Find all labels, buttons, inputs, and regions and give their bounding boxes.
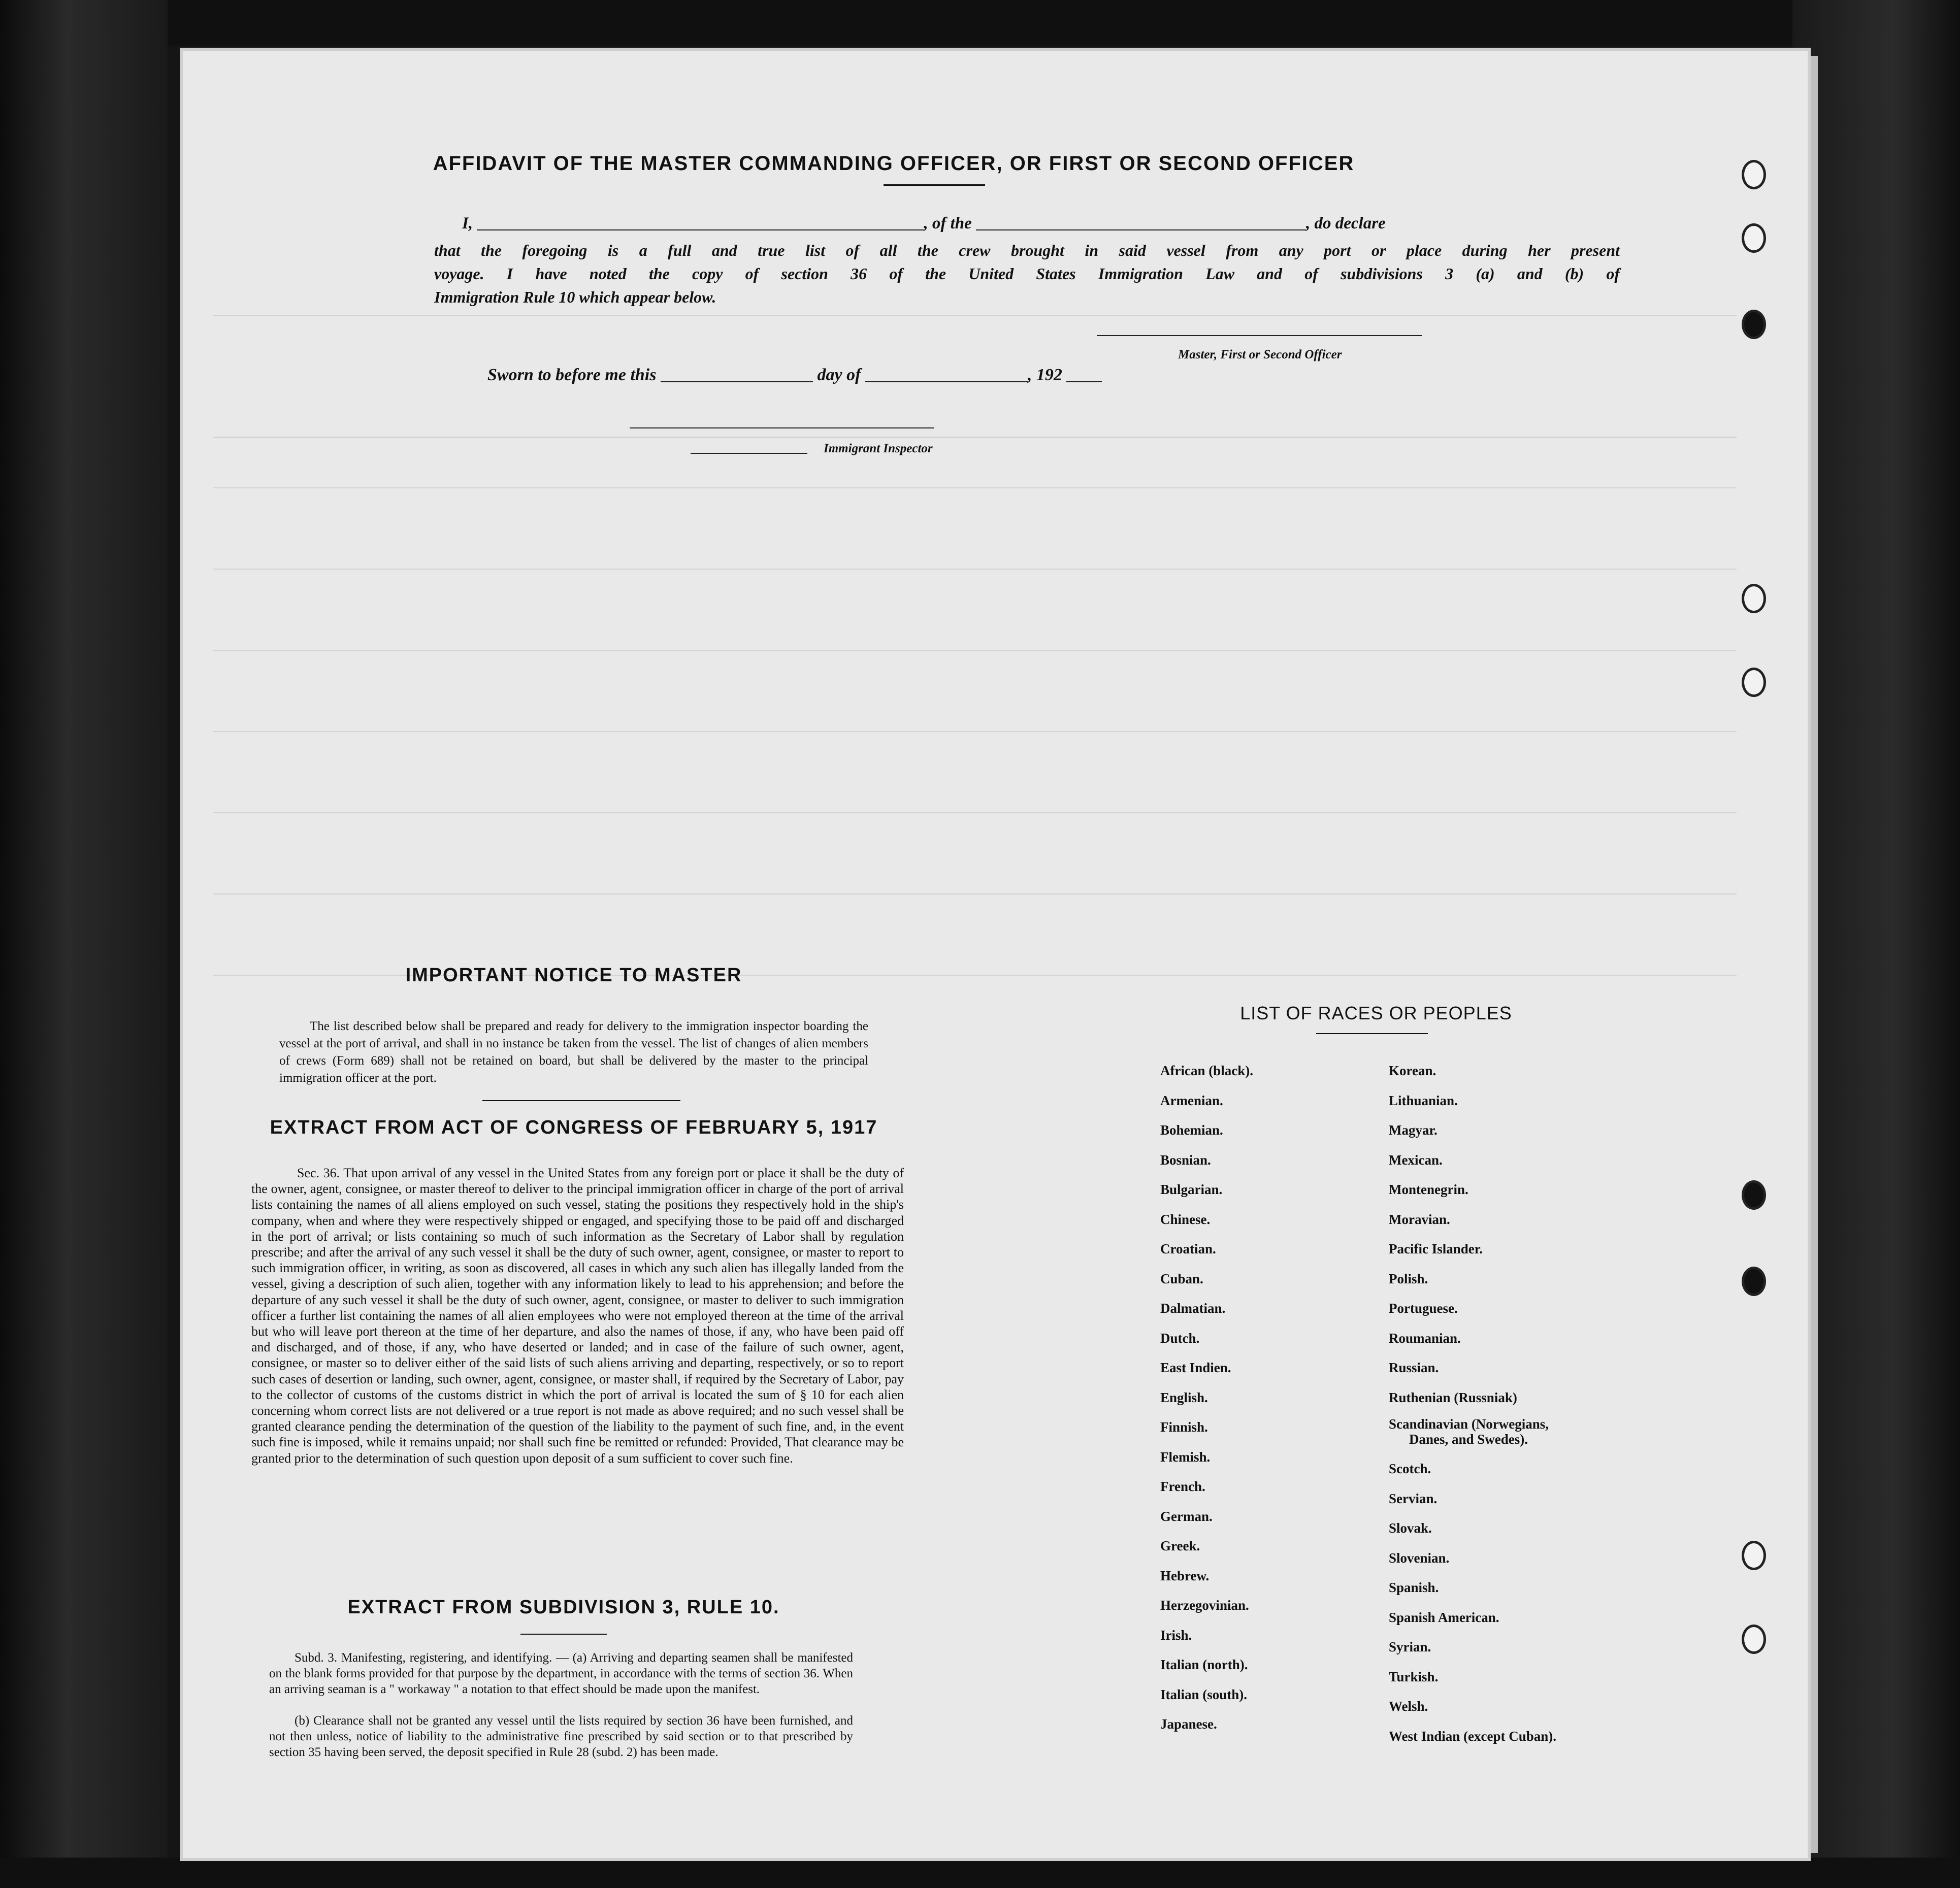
act-extract-title: EXTRACT FROM ACT OF CONGRESS OF FEBRUARY 5, 1917 — [270, 1117, 878, 1138]
bleed-through-rule — [213, 315, 1737, 316]
race-item: East Indien. — [1160, 1360, 1231, 1375]
race-item: Dalmatian. — [1160, 1301, 1226, 1316]
sworn-prefix: Sworn to before me this — [487, 366, 657, 384]
race-item: Greek. — [1160, 1538, 1200, 1553]
punch-hole — [1742, 668, 1766, 697]
bleed-through-rule — [213, 893, 1737, 895]
punch-hole — [1742, 1180, 1766, 1210]
inspector-lead-line — [691, 453, 807, 454]
sworn-line — [487, 366, 1351, 385]
rule-extract-text-a: Subd. 3. Manifesting, registering, and identifying. — (a) Arriving and departing seamen shall be manifested on the blank forms provided for that purpose by the department, in accordance with the terms of section 36. When an arriving seaman is a " workaway " a notation to that effect should be made upon the manifest. — [269, 1651, 853, 1696]
notice-title: IMPORTANT NOTICE TO MASTER — [405, 965, 742, 986]
punch-hole — [1742, 584, 1766, 613]
race-item: Korean. — [1389, 1063, 1436, 1078]
race-item: Roumanian. — [1389, 1330, 1461, 1346]
race-item: Magyar. — [1389, 1122, 1438, 1138]
declaration-line-2: voyage. I have noted the copy of section 36 of the United States Immigration Law and of subdivisions 3 (a) and (b) of — [434, 264, 1620, 283]
race-item: Welsh. — [1389, 1699, 1428, 1714]
declaration-line-3: Immigration Rule 10 which appear below. — [434, 288, 716, 306]
race-item: Scandinavian (Norwegians, — [1389, 1416, 1549, 1432]
race-item: Italian (north). — [1160, 1657, 1248, 1672]
race-item: Japanese. — [1160, 1716, 1217, 1732]
races-right-column — [1389, 1056, 1556, 1751]
sworn-month-field[interactable] — [865, 381, 1028, 382]
rule-extract-title: EXTRACT FROM SUBDIVISION 3, RULE 10. — [347, 1597, 780, 1618]
declaration-line-1: that the foregoing is a full and true list of all the crew brought in said vessel from any port or place during her present — [434, 241, 1620, 259]
race-item-multiline — [1389, 1412, 1556, 1454]
declare-i: I, — [462, 214, 473, 233]
rule-extract-underline — [520, 1634, 607, 1635]
race-item: Spanish. — [1389, 1580, 1439, 1595]
race-item: Italian (south). — [1160, 1686, 1248, 1702]
race-item: Syrian. — [1389, 1639, 1431, 1654]
races-title: LIST OF RACES OR PEOPLES — [1240, 1003, 1512, 1023]
sworn-day-field[interactable] — [661, 381, 813, 382]
race-item: Pacific Islander. — [1389, 1241, 1483, 1256]
sworn-day-of: day of — [817, 366, 861, 384]
race-item: Chinese. — [1160, 1211, 1211, 1227]
paper-edge — [1808, 56, 1818, 1853]
document-page — [183, 51, 1808, 1858]
races-title-underline — [1316, 1033, 1428, 1034]
race-item: Russian. — [1389, 1360, 1439, 1375]
bleed-through-rule — [213, 650, 1737, 651]
signature-line[interactable] — [1097, 335, 1422, 336]
race-item: Lithuanian. — [1389, 1092, 1458, 1108]
race-item: Slovenian. — [1389, 1550, 1450, 1566]
race-item: Irish. — [1160, 1627, 1192, 1643]
race-item: Mexican. — [1389, 1152, 1443, 1168]
race-item: English. — [1160, 1389, 1208, 1405]
race-item: Ruthenian (Russniak) — [1389, 1389, 1517, 1405]
act-extract-text: Sec. 36. That upon arrival of any vessel in the United States from any foreign port or place it shall be the duty of the owner, agent, consignee, or master thereof to deliver to the principal immigration officer in charge of the port of arrival lists containing the names of all aliens employed on such vessel, stating the positions they respectively hold in the ship's company, when and where they were respectively shipped or engaged, and specifying those to be paid off and discharged in the port of arrival; or lists containing so much of such information as the Secretary of Labor shall by regulation prescribe; and after the arrival of any such vessel it shall be the duty of such owner, agent, consignee, or master to report to such immigration officer, in writing, as soon as discovered, all cases in which any such alien has illegally landed from the vessel, giving a description of such alien, together with any information likely to lead to his apprehension; and before the departure of any such vessel it shall be the duty of such owner, agent, consignee, or master to deliver to such immigration officer a further list containing the names of all alien employees who were not employed thereon at the time of the arrival but who will leave port thereon at the time of her departure, and also the names of those, if any, who have been paid off and discharged, and of those, if any, who have deserted or landed; and in case of the failure of such owner, agent, consignee, or master so to deliver either of the said lists of such aliens arriving and departing, respectively, or so to report such cases of desertion or landing, such owner, agent, consignee, or master shall, if required by the Secretary of Labor, pay to the collector of customs of the customs district in which the port of arrival is located the sum of § 10 for each alien concerning whom correct lists are not delivered or a true report is not made as above required; and no such vessel shall be granted clearance pending the determination of the question of the liability to the payment of such fine, and, in the event such fine is imposed, while it remains unpaid; nor shall such fine be remitted or refunded: Provided, That clearance may be granted prior to the determination of such question upon deposit of a sum sufficient to cover such fine. — [251, 1166, 904, 1466]
punch-hole — [1742, 310, 1766, 339]
film-frame-top — [0, 0, 1960, 46]
bleed-through-rule — [213, 487, 1737, 488]
race-item-continuation: Danes, and Swedes). — [1409, 1432, 1528, 1447]
race-item: Portuguese. — [1389, 1301, 1458, 1316]
film-frame-bottom — [0, 1858, 1960, 1888]
punch-hole — [1742, 1267, 1766, 1296]
race-item: Moravian. — [1389, 1211, 1450, 1227]
punch-hole — [1742, 223, 1766, 253]
race-item: Polish. — [1389, 1271, 1428, 1286]
declaration-line — [462, 214, 1620, 233]
race-item: Bulgarian. — [1160, 1182, 1223, 1197]
race-item: Bohemian. — [1160, 1122, 1223, 1138]
race-item: Cuban. — [1160, 1271, 1203, 1286]
race-item: African (black). — [1160, 1063, 1253, 1078]
bleed-through-rule — [213, 812, 1737, 813]
race-item: French. — [1160, 1479, 1205, 1494]
race-item: Turkish. — [1389, 1669, 1439, 1684]
punch-hole — [1742, 1541, 1766, 1570]
bleed-through-rule — [213, 569, 1737, 570]
race-item: Bosnian. — [1160, 1152, 1211, 1168]
bleed-through-rule — [213, 731, 1737, 732]
declarant-name-field[interactable] — [477, 229, 924, 230]
notice-divider — [482, 1100, 680, 1101]
race-item: Armenian. — [1160, 1092, 1223, 1108]
film-frame-left — [0, 0, 168, 1888]
declare-of-the: , of the — [924, 214, 972, 233]
race-item: Hebrew. — [1160, 1568, 1210, 1583]
race-item: Servian. — [1389, 1490, 1438, 1506]
inspector-label: Immigrant Inspector — [824, 442, 933, 455]
race-item: Slovak. — [1389, 1520, 1432, 1536]
race-item: German. — [1160, 1508, 1213, 1524]
inspector-signature-line[interactable] — [630, 427, 934, 428]
title-underline — [884, 184, 985, 186]
notice-text: The list described below shall be prepared and ready for delivery to the immigration inspector boarding the vessel at the port of arrival, and shall in no instance be taken from the vessel. The list of changes of alien members of crews (Form 689) shall not be retained on board, but shall be delivered by the master to the principal immigration officer at the port. — [279, 1019, 868, 1085]
race-item: West Indian (except Cuban). — [1389, 1728, 1557, 1744]
punch-hole — [1742, 160, 1766, 189]
affidavit-title: AFFIDAVIT OF THE MASTER COMMANDING OFFICER, OR FIRST OR SECOND OFFICER — [433, 152, 1355, 175]
rule-extract-text-b: (b) Clearance shall not be granted any vessel until the lists required by section 36 have been furnished, and not then unless, notice of liability to the administrative fine prescribed by said section or to that prescribed by section 35 having been served, the deposit specified in Rule 28 (subd. 2) has been made. — [269, 1714, 853, 1759]
race-item: Flemish. — [1160, 1449, 1211, 1465]
sworn-year-field[interactable] — [1066, 381, 1102, 382]
race-item: Croatian. — [1160, 1241, 1216, 1256]
punch-hole — [1742, 1625, 1766, 1654]
sworn-year: , 192 — [1027, 366, 1062, 384]
race-item: Montenegrin. — [1389, 1182, 1468, 1197]
bleed-through-rule — [213, 437, 1737, 438]
race-item: Herzegovinian. — [1160, 1598, 1249, 1613]
race-item: Spanish American. — [1389, 1609, 1499, 1625]
race-item: Dutch. — [1160, 1330, 1200, 1346]
race-item: Scotch. — [1389, 1461, 1431, 1476]
race-item: Finnish. — [1160, 1419, 1208, 1435]
races-left-column — [1160, 1056, 1253, 1739]
signature-label: Master, First or Second Officer — [1178, 348, 1342, 361]
declare-do-declare: , do declare — [1306, 214, 1386, 233]
vessel-name-field[interactable] — [976, 229, 1306, 230]
